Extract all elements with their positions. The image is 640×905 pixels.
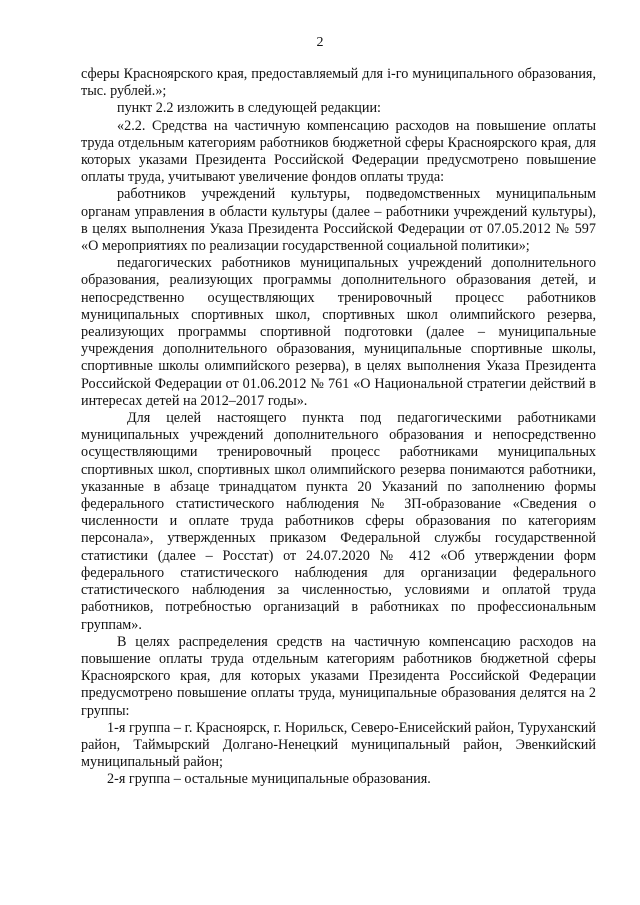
paragraph-amendment-intro: пункт 2.2 изложить в следующей редакции: xyxy=(117,100,381,117)
paragraph-group-2: 2-я группа – остальные муниципальные образования. xyxy=(107,771,431,788)
paragraph-teachers: педагогических работников муниципальных учреждений дополнительного образования, реализующих программы дополнительного образования детей, и непосредственно осуществляющих тренировочный процесс работников муниципальных спортивных школ, спортивных школ олимпийского резерва, реализующих программы спортивной подготовки (далее – муниципальные учреждения дополнительного образования, муниципальные спортивные школы, спортивные школы олимпийского резерва), в целях выполнения Указа Президента Российской Федерации от 01.06.2012 № 761 «О Национальной стратегии действий в интересах детей на 2012–2017 годы». xyxy=(81,255,596,409)
paragraph-groups-intro: В целях распределения средств на частичную компенсацию расходов на повышение оплаты труда отдельным категориям работников бюджетной сферы Красноярского края, для которых указами Президента Российской Федерации предусмотрено повышение оплаты труда, муниципальные образования делятся на 2 группы: xyxy=(81,633,596,719)
paragraph-continuation: сферы Красноярского края, предоставляемый для i-го муниципального образования, тыс. рублей.»; xyxy=(81,66,596,100)
paragraph-clause-2-2: «2.2. Средства на частичную компенсацию расходов на повышение оплаты труда отдельным категориям работников бюджетной сферы Красноярского края, для которых указами Президента Российской Федерации предусмотрено повышение оплаты труда, учитывают увеличение фондов оплаты труда: xyxy=(81,117,596,186)
paragraph-culture-workers: работников учреждений культуры, подведомственных муниципальным органам управления в области культуры (далее – работники учреждений культуры), в целях выполнения Указа Президента Российской Федерации от 07.05.2012 № 597 «О мероприятиях по реализации государственной социальной политики»; xyxy=(81,186,596,255)
document-body xyxy=(81,66,596,789)
page-number: 2 xyxy=(316,35,324,50)
paragraph-group-1: 1-я группа – г. Красноярск, г. Норильск, Северо-Енисейский район, Туруханский район, Таймырский Долгано-Ненецкий муниципальный район, Эвенкийский муниципальный район; xyxy=(81,719,596,771)
paragraph-definition: Для целей настоящего пункта под педагогическими работниками муниципальных учреждений дополнительного образования и непосредственно осуществляющими тренировочный процесс работниками муниципальных спортивных школ, спортивных школ олимпийского резерва понимаются работники, указанные в абзаце тринадцатом пункта 20 Указаний по заполнению формы федерального статистического наблюдения № ЗП-образование «Сведения о численности и оплате труда работников сферы образования по категориям персонала», утвержденных приказом Федеральной службы государственной статистики (далее – Росстат) от 24.07.2020 № 412 «Об утверждении форм федерального статистического наблюдения для организации федерального статистического наблюдения за численностью, условиями и оплатой труда работников, потребностью организаций в работниках по профессиональным группам». xyxy=(81,410,596,633)
